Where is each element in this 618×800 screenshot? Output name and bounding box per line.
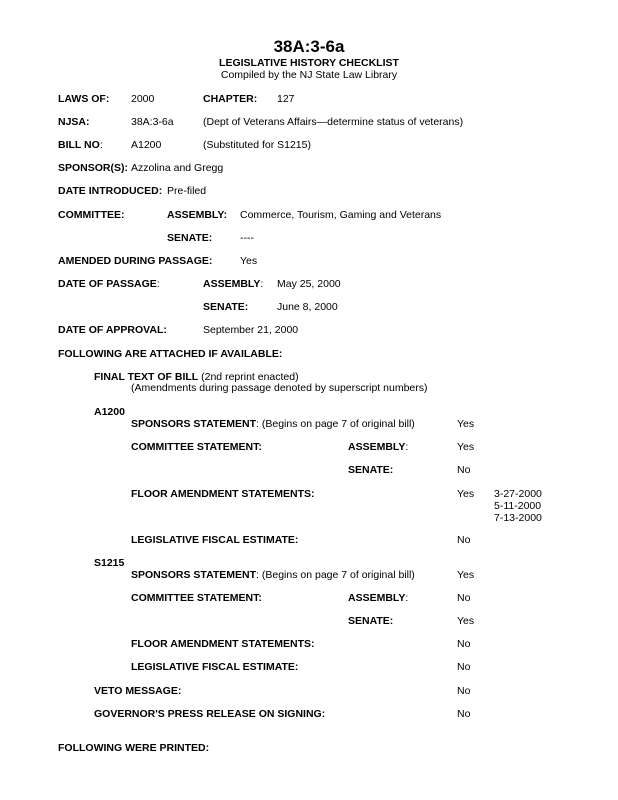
citation-title: 38A:3-6a (273, 37, 345, 56)
press-release-value: No (457, 708, 471, 720)
passage-assembly-colon: : (260, 278, 264, 290)
attached-heading: FOLLOWING ARE ATTACHED IF AVAILABLE: (58, 348, 283, 360)
press-release-label: GOVERNOR'S PRESS RELEASE ON SIGNING: (94, 708, 326, 720)
compiled-by: Compiled by the NJ State Law Library (220, 69, 398, 81)
a1200-floor-date: 7-13-2000 (494, 512, 542, 524)
s1215-floor-value: No (457, 638, 471, 650)
a1200-sponsors-label: SPONSORS STATEMENT (131, 418, 257, 430)
passage-assembly-label-group (203, 278, 263, 291)
s1215-fiscal-label: LEGISLATIVE FISCAL ESTIMATE: (131, 661, 299, 673)
committee-senate-value: ---- (240, 232, 254, 244)
s1215-assembly-label: ASSEMBLY (348, 592, 406, 604)
s1215-sponsors-value: Yes (457, 569, 475, 581)
s1215-senate-value: Yes (457, 615, 475, 627)
a1200-bill-label: A1200 (94, 406, 125, 418)
s1215-bill-label: S1215 (94, 557, 125, 569)
bill-no-colon: : (99, 139, 103, 151)
s1215-sponsors-note: : (Begins on page 7 of original bill) (256, 569, 415, 581)
passage-colon: : (156, 278, 160, 290)
s1215-assembly-value: No (457, 592, 471, 604)
a1200-fiscal-label: LEGISLATIVE FISCAL ESTIMATE: (131, 534, 299, 546)
veto-label: VETO MESSAGE: (94, 685, 182, 697)
a1200-senate-label: SENATE: (348, 464, 394, 476)
checklist-title: LEGISLATIVE HISTORY CHECKLIST (219, 57, 399, 69)
s1215-senate-label: SENATE: (348, 615, 394, 627)
a1200-assembly-value: Yes (457, 441, 475, 453)
s1215-committee-label: COMMITTEE STATEMENT: (131, 592, 262, 604)
a1200-floor-date: 3-27-2000 (494, 488, 542, 500)
s1215-fiscal-value: No (457, 661, 471, 673)
committee-assembly-value: Commerce, Tourism, Gaming and Veterans (240, 209, 442, 221)
committee-senate-label: SENATE: (167, 232, 213, 244)
date-introduced-label: DATE INTRODUCED: (58, 185, 163, 197)
s1215-sponsors-line (131, 569, 415, 582)
passage-assembly-value: May 25, 2000 (277, 278, 341, 290)
njsa-description: (Dept of Veterans Affairs—determine status of veterans) (203, 116, 464, 128)
a1200-sponsors-line (131, 418, 415, 431)
bill-no-label: BILL NO (58, 139, 100, 151)
a1200-committee-label: COMMITTEE STATEMENT: (131, 441, 262, 453)
a1200-floor-date: 5-11-2000 (494, 500, 542, 512)
passage-senate-value: June 8, 2000 (277, 301, 338, 313)
amended-label: AMENDED DURING PASSAGE: (58, 255, 213, 267)
committee-assembly-label: ASSEMBLY: (167, 209, 228, 221)
s1215-sponsors-label: SPONSORS STATEMENT (131, 569, 257, 581)
a1200-fiscal-value: No (457, 534, 471, 546)
njsa-label: NJSA: (58, 116, 90, 128)
passage-label-group (58, 278, 160, 291)
a1200-assembly-label: ASSEMBLY (348, 441, 406, 453)
a1200-senate-value: No (457, 464, 471, 476)
s1215-assembly-label-group (348, 592, 408, 605)
sponsors-value: Azzolina and Gregg (131, 162, 224, 174)
printed-heading: FOLLOWING WERE PRINTED: (58, 742, 210, 754)
passage-label: DATE OF PASSAGE (58, 278, 157, 290)
sponsors-label: SPONSOR(S): (58, 162, 129, 174)
passage-senate-label: SENATE: (203, 301, 249, 313)
date-introduced-value: Pre-filed (167, 185, 207, 197)
a1200-assembly-colon: : (405, 441, 409, 453)
njsa-value: 38A:3-6a (131, 116, 174, 128)
s1215-assembly-colon: : (405, 592, 409, 604)
a1200-floor-label: FLOOR AMENDMENT STATEMENTS: (131, 488, 315, 500)
chapter-value: 127 (277, 93, 295, 105)
a1200-floor-value: Yes (457, 488, 475, 500)
committee-label: COMMITTEE: (58, 209, 125, 221)
a1200-sponsors-value: Yes (457, 418, 475, 430)
bill-no-label-group (58, 139, 103, 152)
amended-value: Yes (240, 255, 258, 267)
s1215-floor-label: FLOOR AMENDMENT STATEMENTS: (131, 638, 315, 650)
bill-no-value: A1200 (131, 139, 162, 151)
final-text-note: (2nd reprint enacted) (198, 371, 299, 383)
veto-value: No (457, 685, 471, 697)
approval-label: DATE OF APPROVAL: (58, 324, 167, 336)
bill-no-note: (Substituted for S1215) (203, 139, 311, 151)
chapter-label: CHAPTER: (203, 93, 258, 105)
laws-of-value: 2000 (131, 93, 155, 105)
passage-assembly-label: ASSEMBLY (203, 278, 261, 290)
laws-of-label: LAWS OF: (58, 93, 110, 105)
approval-value: September 21, 2000 (203, 324, 299, 336)
final-text-label: FINAL TEXT OF BILL (94, 371, 199, 383)
amendments-note: (Amendments during passage denoted by superscript numbers) (131, 382, 428, 394)
a1200-assembly-label-group (348, 441, 408, 454)
a1200-sponsors-note: : (Begins on page 7 of original bill) (256, 418, 415, 430)
